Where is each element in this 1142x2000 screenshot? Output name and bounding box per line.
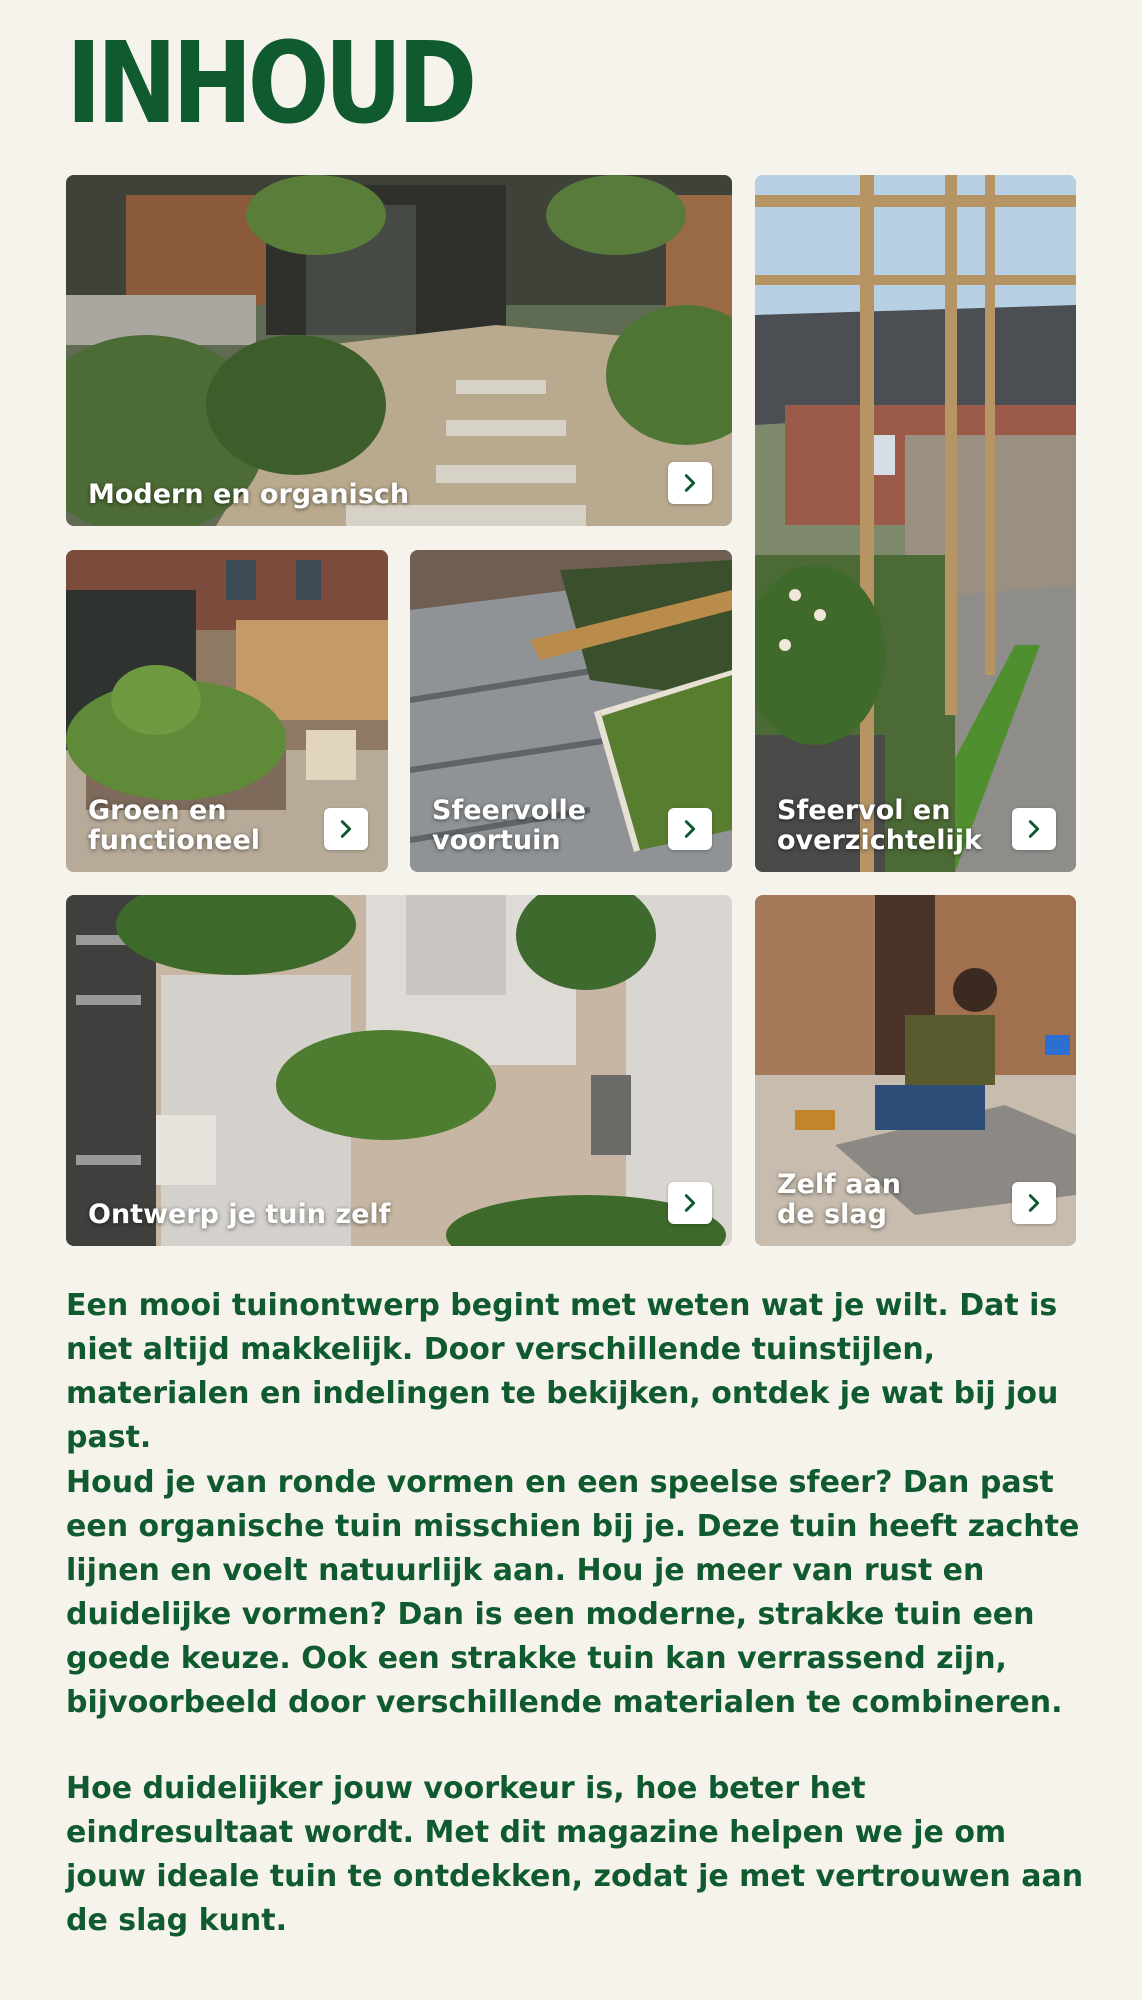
card-sfeervolle-voortuin[interactable] — [410, 550, 732, 872]
card-label: Ontwerp je tuin zelf — [88, 1198, 391, 1230]
chevron-right-icon[interactable] — [668, 462, 712, 504]
card-sfeervol-en-overzichtelijk[interactable] — [755, 175, 1076, 872]
chevron-right-icon[interactable] — [668, 1182, 712, 1224]
card-label: Modern en organisch — [88, 478, 410, 510]
card-label: Groen en functioneel — [88, 794, 261, 856]
chevron-right-icon[interactable] — [1012, 808, 1056, 850]
card-label: Zelf aan de slag — [777, 1168, 901, 1230]
intro-paragraph-3: Hoe duidelijker jouw voorkeur is, hoe beter het eindresultaat wordt. Met dit magazine helpen we je om jouw ideale tuin te ontdekken, zodat je met vertrouwen aan de slag kunt. — [66, 1771, 1084, 1938]
chevron-right-icon[interactable] — [668, 808, 712, 850]
intro-paragraph-1: Een mooi tuinontwerp begint met weten wat je wilt. Dat is niet altijd makkelijk. Door verschillende tuinstijlen, materialen en indelingen te bekijken, ontdek je wat bij jou past. — [66, 1288, 1059, 1455]
page-title: INHOUD — [66, 19, 473, 149]
garden-photo-modern — [66, 175, 732, 526]
chevron-right-icon[interactable] — [1012, 1182, 1056, 1224]
garden-photo-pergola — [755, 175, 1076, 872]
card-groen-en-functioneel[interactable] — [66, 550, 388, 872]
card-ontwerp-je-tuin-zelf[interactable] — [66, 895, 732, 1246]
garden-photo-ontwerp — [66, 895, 732, 1246]
card-label: Sfeervolle voortuin — [432, 794, 587, 856]
chevron-right-icon[interactable] — [324, 808, 368, 850]
intro-paragraph-2: Houd je van ronde vormen en een speelse sfeer? Dan past een organische tuin misschien bij je. Deze tuin heeft zachte lijnen en voelt natuurlijk aan. Hou je meer van rust en duidelijke vormen? Dan is een moderne, strakke tuin een goede keuze. Ook een strakke tuin kan verrassend zijn, bijvoorbeeld door verschillende materialen te combineren. — [66, 1465, 1080, 1720]
card-zelf-aan-de-slag[interactable] — [755, 895, 1076, 1246]
card-label: Sfeervol en overzichtelijk — [777, 794, 982, 856]
card-modern-en-organisch[interactable] — [66, 175, 732, 526]
